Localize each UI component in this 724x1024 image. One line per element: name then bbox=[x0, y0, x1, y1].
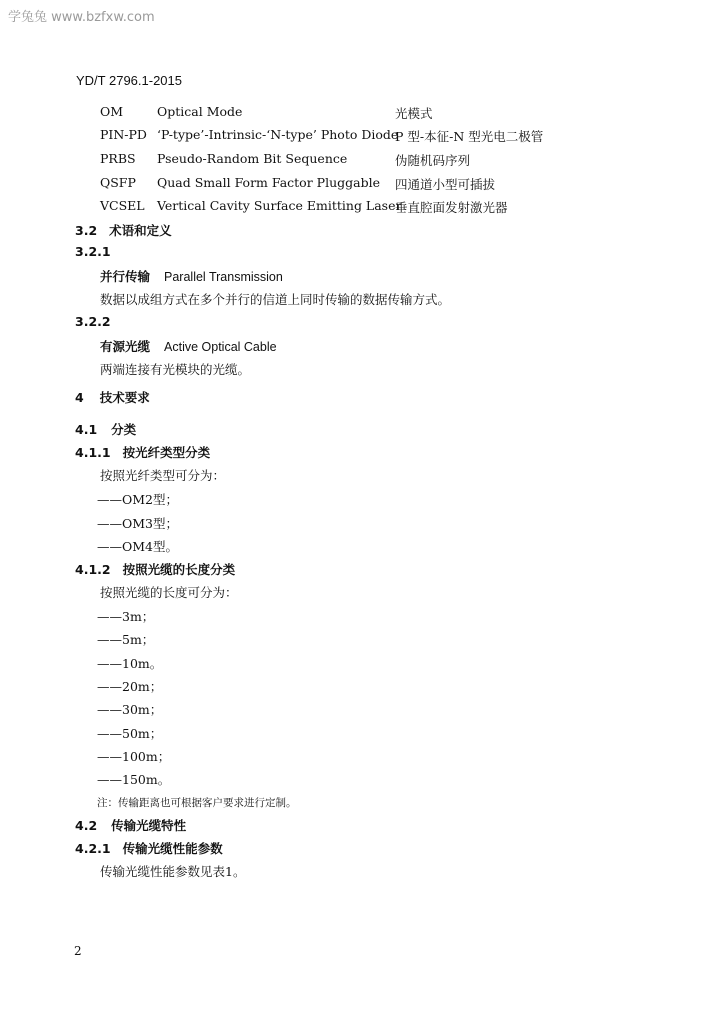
section-heading-4 bbox=[75, 388, 150, 406]
abbr-code: PRBS bbox=[100, 151, 136, 166]
watermark-text: 学兔兔 www.bzfxw.com bbox=[8, 10, 155, 25]
section-title: 传输光缆特性 bbox=[111, 818, 187, 833]
note-text: 注：传输距离也可根据客户要求进行定制。 bbox=[97, 797, 297, 809]
abbr-english: Optical Mode bbox=[157, 104, 243, 119]
section-number: 4.1 bbox=[75, 422, 98, 437]
section-title: 技术要求 bbox=[99, 390, 150, 405]
abbr-english: Vertical Cavity Surface Emitting Laser bbox=[157, 198, 402, 213]
list-intro: 按照光缆的长度可分为： bbox=[100, 585, 238, 600]
list-item: ——30m； bbox=[97, 702, 163, 717]
section-title: 传输光缆性能参数 bbox=[122, 841, 223, 856]
clause-number-3-2-2: 3.2.2 bbox=[75, 314, 111, 329]
abbr-code: PIN-PD bbox=[100, 127, 147, 142]
abbr-english: ‘P-type’-Intrinsic-‘N-type’ Photo Diode bbox=[157, 127, 399, 142]
section-heading-3-2 bbox=[75, 221, 172, 239]
section-number: 4.1.2 bbox=[75, 562, 111, 577]
document-code-header: YD/T 2796.1-2015 bbox=[76, 73, 182, 88]
term-parallel-transmission bbox=[100, 267, 283, 285]
list-item: ——OM2型； bbox=[97, 492, 178, 507]
term-chinese: 并行传输 bbox=[100, 269, 151, 284]
list-item: ——3m； bbox=[97, 609, 155, 624]
term-definition: 数据以成组方式在多个并行的信道上同时传输的数据传输方式。 bbox=[100, 292, 451, 307]
abbr-chinese: 伪随机码序列 bbox=[395, 153, 471, 168]
abbr-code: QSFP bbox=[100, 175, 136, 190]
page-number: 2 bbox=[74, 944, 82, 958]
section-title: 按光纤类型分类 bbox=[122, 445, 211, 460]
section-title: 按照光缆的长度分类 bbox=[122, 562, 236, 577]
section-number: 4 bbox=[75, 390, 84, 405]
list-item: ——20m； bbox=[97, 679, 163, 694]
section-number: 4.1.1 bbox=[75, 445, 111, 460]
section-number: 3.2 bbox=[75, 223, 98, 238]
abbr-chinese: 光模式 bbox=[395, 106, 433, 121]
list-item: ——OM3型； bbox=[97, 516, 178, 531]
abbr-english: Pseudo-Random Bit Sequence bbox=[157, 151, 348, 166]
section-title: 分类 bbox=[111, 422, 137, 437]
list-item: ——5m； bbox=[97, 632, 155, 647]
section-number: 4.2.1 bbox=[75, 841, 111, 856]
paragraph-text: 传输光缆性能参数见表1。 bbox=[100, 864, 246, 879]
abbr-code: OM bbox=[100, 104, 124, 119]
term-english: Parallel Transmission bbox=[164, 270, 283, 284]
term-active-optical-cable bbox=[100, 337, 277, 355]
section-heading-4-1 bbox=[75, 420, 136, 438]
section-heading-4-1-2 bbox=[75, 560, 235, 578]
list-item: ——OM4型。 bbox=[97, 539, 178, 554]
list-item: ——100m； bbox=[97, 749, 171, 764]
list-item: ——150m。 bbox=[97, 772, 171, 787]
list-item: ——10m。 bbox=[97, 656, 163, 671]
clause-number-3-2-1: 3.2.1 bbox=[75, 244, 111, 259]
term-english: Active Optical Cable bbox=[164, 340, 277, 354]
abbr-chinese: 垂直腔面发射激光器 bbox=[395, 200, 508, 215]
abbr-code: VCSEL bbox=[100, 198, 145, 213]
list-item: ——50m； bbox=[97, 726, 163, 741]
abbr-english: Quad Small Form Factor Pluggable bbox=[157, 175, 380, 190]
section-title: 术语和定义 bbox=[109, 223, 172, 238]
term-definition: 两端连接有光模块的光缆。 bbox=[100, 362, 251, 377]
section-number: 4.2 bbox=[75, 818, 98, 833]
term-chinese: 有源光缆 bbox=[100, 339, 151, 354]
abbr-chinese: 四通道小型可插拔 bbox=[395, 177, 496, 192]
section-heading-4-2 bbox=[75, 816, 186, 834]
abbr-chinese: P 型-本征-N 型光电二极管 bbox=[395, 129, 544, 144]
section-heading-4-2-1 bbox=[75, 839, 223, 857]
section-heading-4-1-1 bbox=[75, 443, 210, 461]
list-intro: 按照光纤类型可分为： bbox=[100, 468, 226, 483]
